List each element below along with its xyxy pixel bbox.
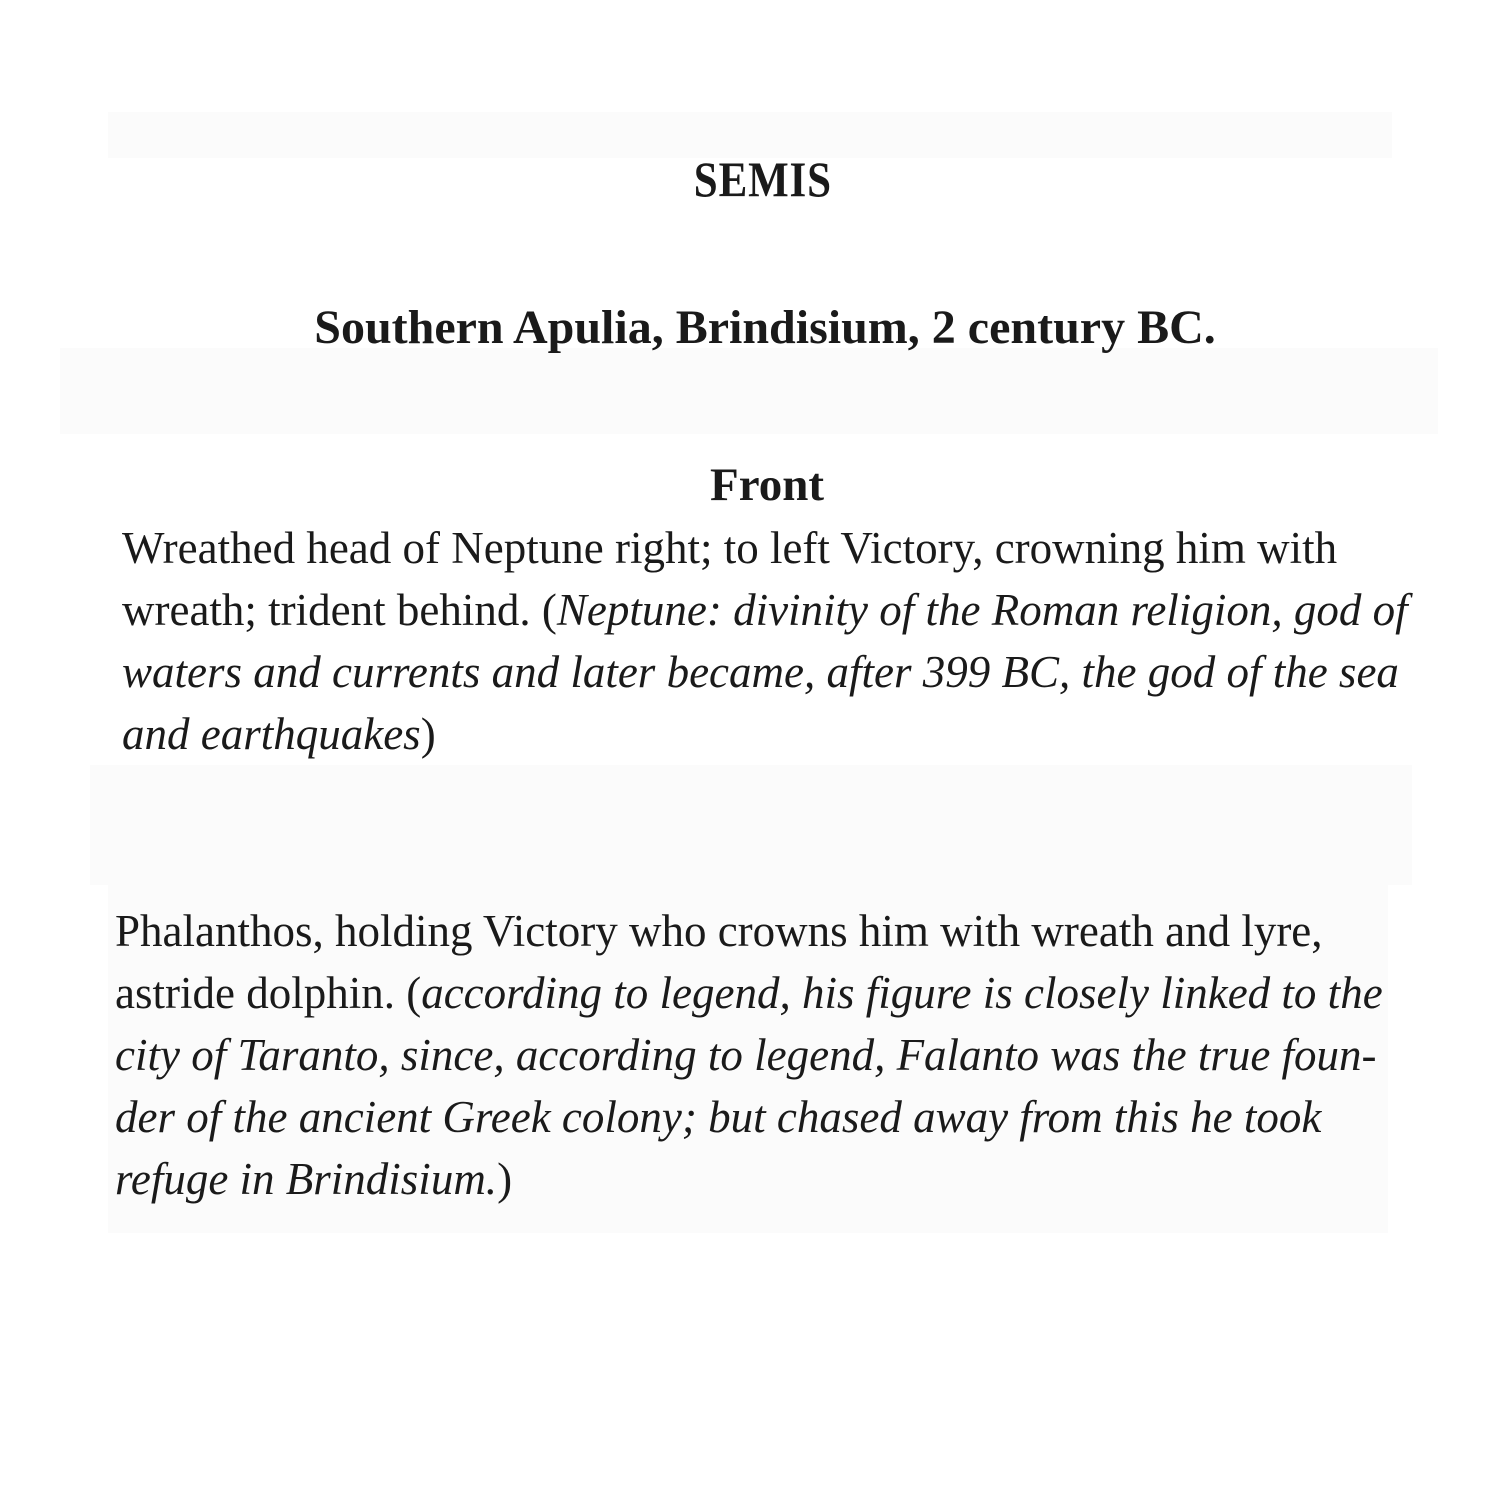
front-heading: Front [709, 459, 824, 511]
front-line: waters and currents and later became, after 399 BC, the god of the sea [122, 647, 1399, 697]
back-line: Phalanthos, holding Victory who crowns him with wreath and lyre, [115, 906, 1323, 956]
back-line: der of the ancient Greek colony; but chased away from this he took [115, 1092, 1322, 1142]
document-title: SEMIS [693, 151, 832, 207]
back-line: city of Taranto, since, according to legend, Falanto was the true foun- [115, 1030, 1377, 1080]
front-line: and earthquakes) [122, 709, 436, 759]
document-subtitle: Southern Apulia, Brindisium, 2 century BC. [314, 301, 1216, 354]
back-line: refuge in Brindisium.) [115, 1154, 513, 1204]
paper-patch-upper [60, 348, 1438, 434]
back-description [115, 900, 1405, 1210]
paper-patch-middle [90, 765, 1412, 885]
front-line: Wreathed head of Neptune right; to left Victory, crowning him with [122, 523, 1338, 573]
front-line: wreath; trident behind. (Neptune: divinity of the Roman religion, god of [122, 585, 1408, 635]
front-description [122, 517, 1412, 765]
back-line: astride dolphin. (according to legend, his figure is closely linked to the [115, 968, 1383, 1018]
